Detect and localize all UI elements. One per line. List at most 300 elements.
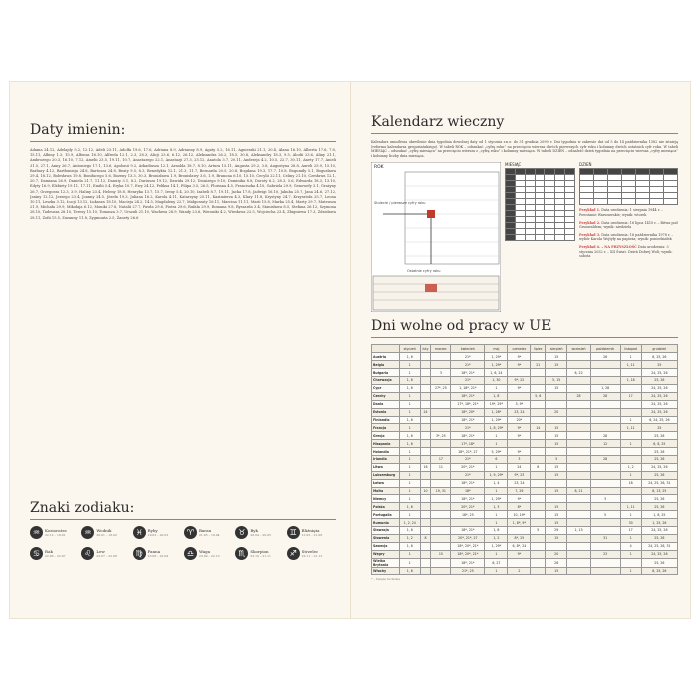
zodiac-dates: 19.02 – 20.03: [147, 533, 169, 537]
ue-holiday-cell: 30: [620, 519, 641, 527]
ue-holiday-cell: 1: [400, 471, 421, 479]
ue-holiday-cell: 18*: [451, 487, 485, 495]
ue-holiday-cell: [431, 526, 451, 534]
ue-holiday-cell: 19, 31: [431, 487, 451, 495]
zodiac-symbol-icon: ♈: [184, 526, 197, 539]
ue-country: Francja: [372, 424, 400, 432]
ue-country: Rumunia: [372, 519, 400, 527]
table-row: [372, 432, 678, 440]
title-rule: [371, 133, 678, 134]
ue-holiday-cell: [431, 377, 451, 385]
ue-month-header: styczeń: [400, 345, 421, 353]
ue-holiday-cell: 1, 29*: [485, 542, 508, 550]
ue-holiday-cell: 18*, 21*: [451, 416, 485, 424]
ue-holiday-cell: 1, 8, 25: [641, 511, 677, 519]
ue-holiday-cell: 1: [620, 534, 641, 542]
ue-holiday-cell: 3: [590, 495, 620, 503]
ue-holiday-cell: [590, 361, 620, 369]
zodiac-grid: [30, 526, 336, 560]
ue-month-header: wrzesień: [567, 345, 590, 353]
calendar-cell: [565, 235, 575, 241]
ue-holiday-cell: [420, 471, 431, 479]
ue-holiday-cell: [420, 503, 431, 511]
ue-holiday-cell: [420, 392, 431, 400]
ue-holiday-cell: 8*, 25: [508, 534, 531, 542]
ue-holiday-cell: 8*: [508, 503, 531, 511]
table-row: [372, 479, 678, 487]
ue-holiday-cell: [431, 558, 451, 567]
ue-holiday-cell: 1, 6: [400, 353, 421, 361]
ue-holiday-cell: [590, 487, 620, 495]
ue-footnote: * – święta ruchome: [371, 577, 401, 582]
ue-holiday-cell: 8: [420, 534, 431, 542]
example-text: Data urodzenia: 16 października 1978 r. – wybór Karola Wojtyły na papieża; wynik: poniedziałek: [579, 232, 674, 242]
ue-holiday-cell: [620, 369, 641, 377]
ue-holiday-cell: [531, 400, 546, 408]
ue-holiday-cell: 1, 6: [400, 384, 421, 392]
ue-holiday-cell: [531, 369, 546, 377]
zodiac-name: Byk: [250, 528, 258, 533]
ue-holiday-cell: [420, 416, 431, 424]
ue-holiday-cell: 1, 6: [400, 440, 421, 448]
ue-holiday-cell: [590, 519, 620, 527]
ue-month-header: maj: [485, 345, 508, 353]
ue-holiday-cell: 9*: [508, 353, 531, 361]
ue-holiday-cell: 1: [620, 353, 641, 361]
ue-holiday-cell: 15: [546, 361, 567, 369]
table-row: [372, 384, 678, 392]
ue-holiday-cell: 18: [620, 479, 641, 487]
ue-holiday-cell: 24: [508, 463, 531, 471]
ue-holiday-cell: 15: [546, 534, 567, 542]
zodiac-symbol-icon: ♐: [287, 547, 300, 560]
ue-holiday-cell: 25, 26: [641, 471, 677, 479]
ue-country: Bułgaria: [372, 369, 400, 377]
zodiac-symbol-icon: ♌: [81, 547, 94, 560]
zodiac-name: Skorpion: [250, 549, 269, 554]
table-row: [372, 463, 678, 471]
ue-holiday-cell: 1, 6: [400, 377, 421, 385]
calendar-cell: [664, 199, 678, 205]
ue-holiday-cell: [567, 448, 590, 456]
table-row: [372, 542, 678, 550]
ue-holiday-cell: 15: [546, 440, 567, 448]
table-row: [372, 448, 678, 456]
ue-holiday-cell: 10: [420, 487, 431, 495]
ue-holiday-cell: 1: [485, 550, 508, 558]
ue-holiday-cell: [531, 377, 546, 385]
ue-holiday-cell: [420, 550, 431, 558]
ue-holiday-cell: 1, 8: [485, 392, 508, 400]
ue-holiday-cell: 1, 25, 26: [641, 519, 677, 527]
zodiac-name: Bliźnięta: [301, 528, 320, 533]
ue-holiday-cell: 17*, 18*: [451, 440, 485, 448]
ue-holiday-cell: [508, 440, 531, 448]
calendar-cell: [536, 235, 546, 241]
calendar-cell: [636, 199, 650, 205]
zodiac-dates: 22.12 – 19.01: [45, 533, 66, 537]
ue-holiday-cell: 9*, 22: [508, 377, 531, 385]
ue-holiday-cell: [531, 479, 546, 487]
zodiac-sign: [235, 547, 284, 560]
ue-holiday-cell: [420, 400, 431, 408]
ue-holiday-cell: 6: [485, 455, 508, 463]
ue-holiday-cell: [508, 369, 531, 377]
ue-holiday-cell: [431, 567, 451, 575]
ue-holiday-cell: [567, 479, 590, 487]
ue-holiday-cell: 1, 6: [400, 542, 421, 550]
ue-holiday-cell: [420, 519, 431, 527]
ue-holiday-cell: 23, 24: [508, 408, 531, 416]
ue-holiday-cell: 23: [590, 550, 620, 558]
ue-holiday-cell: 5, 6: [531, 392, 546, 400]
ue-holiday-cell: [420, 495, 431, 503]
example-title: Przykład 3.: [579, 232, 601, 237]
ue-holiday-cell: 1, 6: [400, 432, 421, 440]
ue-holiday-cell: [420, 448, 431, 456]
ue-holiday-cell: [420, 567, 431, 575]
ue-holiday-cell: 24, 25, 26, 31: [641, 479, 677, 487]
zodiac-sign: [81, 547, 130, 560]
names-title: Daty imienin:: [30, 122, 126, 138]
zodiac-sign: [30, 526, 79, 539]
calendar-cell: [506, 235, 516, 241]
zodiac-sign: [184, 526, 233, 539]
diagram-y-label: Stulecie / pierwsze cyfry roku: [374, 201, 426, 206]
ue-holiday-cell: [620, 455, 641, 463]
example: [579, 221, 678, 230]
ue-holiday-cell: 1, 9, 29*: [485, 471, 508, 479]
zodiac-sign: [235, 526, 284, 539]
ue-holiday-cell: [546, 542, 567, 550]
ue-holiday-cell: [620, 495, 641, 503]
ue-holiday-cell: 15: [546, 432, 567, 440]
ue-holiday-cell: 1: [400, 408, 421, 416]
ue-holiday-cell: [567, 542, 590, 550]
ue-holiday-cell: [531, 550, 546, 558]
ue-country: Czechy: [372, 392, 400, 400]
ue-holiday-cell: 21*: [451, 377, 485, 385]
ue-holiday-cell: 21*: [451, 424, 485, 432]
ue-holiday-cell: [590, 408, 620, 416]
ue-holiday-cell: 17: [431, 455, 451, 463]
table-row: [372, 550, 678, 558]
table-row: [372, 440, 678, 448]
ue-holiday-cell: 1, 15: [567, 526, 590, 534]
ue-holiday-cell: [420, 377, 431, 385]
ue-holiday-cell: [431, 440, 451, 448]
ue-holiday-cell: [531, 558, 546, 567]
ue-holiday-cell: 21*, 25: [451, 567, 485, 575]
ue-holiday-cell: 1, 8*, 9*: [508, 519, 531, 527]
ue-holiday-cell: 25: [641, 424, 677, 432]
ue-holiday-cell: 18*, 20*, 21*: [451, 542, 485, 550]
ue-holiday-cell: 27*, 25: [431, 384, 451, 392]
zodiac-dates: 23.09 – 22.10: [198, 554, 220, 558]
ue-holiday-cell: 1, 18*, 21*: [451, 384, 485, 392]
ue-holiday-cell: [431, 503, 451, 511]
names-text: Adama 24.12, Adelajdy 5.2, 12.12, Adeli 23.11, Adolfa 19.6, 17.6, Adriana 8.9, Adrianny 8.9, Agaty 5.2, 16.11, Agnieszki 21.1, 20.4, Alana 16.10, Alberta 17.6, 7.8, 15.11, Albiny 1.3, 15.9, Alfonsa 16.10, Alfreda 12.1, 2.3, 28.3, Alicji 23.6, 6.12, 26.12, Aleksandra 26.2, 18.5, 30.8, Aleksandry 18.3, 9.5, Alodii 23.6, Aliny 21.1, Ambrożego 20.3, 16.10, 7.12, Amelii 23.5, 19.11, 10.7, Anastazego 22.1, Anastazji 27.3, 25.12, Anatola 3.7, 20.11, Andrzeja 4.2, 10.5, 22.7, 30.11, Anety 17.7, Anieli 31.5, 27.1, Anny 26.7, Antoniego 17.1, 13.6, Apolonii 9.2, Arkadiusza 12.1, Arnolda 18.7, 8.10, Artura 15.11, Augusta 29.2, 3.8, Augustyna 28.8, Aureli 25.9, 15.10, Barbary 4.12, Bartłomieja 24.8, Bartosza 24.8, Beaty 9.5, 8.3, Benedykta 12.1, 21.3, 11.7, Bernarda 20.5, 20.8, Bogdana 19.3, 17.7, 10.8, Bogumiły 5.1, Bogusława 29.4, 18.12, Bolesława 19.8, Bonifacego 5.6, Bożeny 13.3, 30.3, Bronisława 1.9, Bronisławy 3.6, 1.9, Brunona 6.10, 15.10, Cecylii 22.11, Celiny 21.10, Czesława 12.1, 20.7, Damiana 26.9, Daniela 21.7, 11.12, Danuty 3.1, 8.2, Dariusza 19.12, Dawida 29.12, Dionizego 9.10, Dominika 8.8, Doroty 6.2, 28.3, 5.6, Edwarda 18.3, 13.10, Edyty 16.9, Elżbiety 19.11, 17.11, Emilii 5.4, Eryka 10.7, Ewy 24.12, Feliksa 14.1, Filipa 3.5, 26.5, Floriana 4.5, Franciszka 4.10, Gabriela 29.9, Genowefy 3.1, Grażyny 26.7, Grzegorza 12.3, 3.9, Haliny 23.4, Heleny 18.8, Henryka 13.7, 15.7, Ireny 5.4, 20.10, Izabeli 8.7, 19.11, Jacka 17.8, Jadwigi 16.10, Jakuba 25.7, Jana 24.6, 27.12, Janiny 12.12, Jerzego 23.4, Joanny 24.5, Józefa 19.3, Juliana 16.2, Karola 4.11, Katarzyny 25.11, Kazimierza 4.3, Klary 11.8, Krystyny 24.7, Krzysztofa 25.7, Leona 10.11, Leszka 3.12, Łucji 13.12, Łukasza 18.10, Macieja 24.2, 14.5, Magdaleny 22.7, Małgorzaty 16.11, Marcina 11.11, Marii 15.8, Marka 25.4, Marty 29.7, Mateusza 21.9, Michała 29.9, Mikołaja 6.12, Moniki 27.8, Natalii 27.7, Pawła 29.6, Piotra 29.6, Rafała 29.9, Romana 9.8, Ryszarda 3.4, Stanisława 8.5, Stefana 26.12, Szymona 28.10, Tadeusza 28.10, Teresy 15.10, Tomasza 3.7, Urszuli 21.10, Wacława 28.9, Wandy 23.6, Weroniki 4.2, Wiesława 22.5, Wojciecha 23.4, Zbigniewa 17.3, Zdzisława 28.11, Zofii 15.5, Zuzanny 11.8, Zygmunta 2.5, Żanety 26.6: [30, 148, 336, 220]
ue-holiday-cell: [420, 558, 431, 567]
ue-holiday-cell: 15: [546, 471, 567, 479]
ue-holiday-cell: [531, 471, 546, 479]
table-row: [372, 400, 678, 408]
table-row: [372, 534, 678, 542]
table-row: [372, 392, 678, 400]
calendar-cell: [555, 235, 565, 241]
ue-holiday-cell: [620, 487, 641, 495]
ue-holiday-cell: 26: [546, 558, 567, 567]
ue-holiday-cell: 4: [620, 542, 641, 550]
zodiac-sign: [133, 547, 182, 560]
ue-holiday-cell: [531, 408, 546, 416]
ue-country: Luksemburg: [372, 471, 400, 479]
ue-holiday-cell: 24, 25, 26: [641, 400, 677, 408]
ue-holiday-cell: 17*, 18*, 21*: [451, 400, 485, 408]
ue-holiday-cell: [420, 440, 431, 448]
ue-holiday-cell: [590, 471, 620, 479]
ue-holiday-cell: [590, 377, 620, 385]
ue-holiday-cell: 25, 26: [641, 495, 677, 503]
ue-holiday-cell: 21*: [451, 471, 485, 479]
ue-country: Słowenia: [372, 534, 400, 542]
ue-holiday-cell: [567, 440, 590, 448]
ue-holiday-cell: [546, 416, 567, 424]
ue-holiday-cell: [420, 353, 431, 361]
zodiac-dates: 23.10 – 21.11: [250, 554, 271, 558]
ue-holiday-cell: 1, 29*: [485, 361, 508, 369]
ue-holiday-cell: [567, 463, 590, 471]
ue-holiday-cell: 1, 8: [485, 526, 508, 534]
ue-holiday-cell: 1, 8, 29*: [485, 424, 508, 432]
ue-holiday-cell: 15: [546, 487, 567, 495]
ue-holiday-cell: [420, 424, 431, 432]
planner-spread: [10, 82, 690, 618]
ue-holiday-cell: 1: [620, 567, 641, 575]
ue-holiday-cell: 1, 6: [400, 503, 421, 511]
ue-holiday-cell: [420, 384, 431, 392]
calendar-cell: [622, 199, 636, 205]
ue-holiday-cell: 15: [546, 511, 567, 519]
ue-holiday-cell: 9*: [508, 432, 531, 440]
ue-holiday-cell: 15: [546, 384, 567, 392]
ue-holiday-cell: 24, 25, 26: [641, 408, 677, 416]
month-grid: [505, 168, 575, 241]
zodiac-name: Panna: [147, 549, 161, 554]
table-row: [372, 526, 678, 534]
ue-holiday-cell: 12: [590, 440, 620, 448]
table-row: [372, 511, 678, 519]
ue-country: Szwecja: [372, 542, 400, 550]
ue-holiday-cell: 1: [400, 455, 421, 463]
ue-holiday-cell: 1: [400, 400, 421, 408]
ue-holiday-cell: 25, 26: [641, 534, 677, 542]
ue-holiday-cell: 24, 25, 26: [641, 550, 677, 558]
ue-holiday-cell: 1, 6: [400, 567, 421, 575]
table-row: [372, 369, 678, 377]
ue-holiday-cell: [590, 542, 620, 550]
calendar-cell: [545, 235, 555, 241]
ue-holiday-cell: 7, 29: [508, 487, 531, 495]
ue-holiday-cell: 23, 24: [508, 479, 531, 487]
ue-holiday-cell: [431, 353, 451, 361]
ue-holiday-cell: 14: [531, 424, 546, 432]
ue-holiday-cell: 24, 25, 26: [641, 392, 677, 400]
ue-holiday-cell: 15: [546, 353, 567, 361]
ue-holiday-cell: 17: [620, 392, 641, 400]
ue-holiday-cell: 8, 13, 25: [641, 487, 677, 495]
ue-holiday-cell: 25, 26: [641, 503, 677, 511]
ue-holiday-cell: [567, 550, 590, 558]
zodiac-dates: 22.11 – 21.12: [301, 554, 323, 558]
example: [579, 245, 678, 259]
calendar-cell: [580, 199, 594, 205]
ue-holiday-cell: 21*: [451, 455, 485, 463]
ue-holiday-cell: [567, 558, 590, 567]
ue-holiday-cell: [590, 567, 620, 575]
zodiac-sign: [81, 526, 130, 539]
ue-country: Malta: [372, 487, 400, 495]
ue-holiday-cell: [531, 534, 546, 542]
ue-holiday-cell: 20*, 21*: [451, 463, 485, 471]
ue-holiday-cell: 1: [400, 463, 421, 471]
ue-holiday-cell: 1, 11: [620, 503, 641, 511]
ue-holiday-cell: [531, 495, 546, 503]
ue-holiday-cell: [620, 558, 641, 567]
ue-holiday-cell: 18*, 21*, 27: [451, 448, 485, 456]
ue-holiday-cell: 24, 25, 26: [641, 463, 677, 471]
diagram-rok-label: ROK: [374, 165, 384, 171]
ue-holiday-cell: [431, 400, 451, 408]
example-text: Data urodzenia: 1 sierpnia 1944 r. – Powstanie Warszawskie; wynik: wtorek: [579, 208, 663, 217]
ue-holiday-cell: [420, 361, 431, 369]
ue-holiday-cell: 28: [590, 432, 620, 440]
ue-holiday-cell: [590, 503, 620, 511]
ue-holiday-cell: 1, 6, 24: [485, 369, 508, 377]
calendar-cell: [516, 235, 526, 241]
ue-holiday-cell: 6, 24, 25, 26: [641, 416, 677, 424]
example-title: Przykład 1.: [579, 208, 601, 213]
ue-holiday-cell: 18*, 25: [451, 511, 485, 519]
ue-country: Dania: [372, 400, 400, 408]
ue-holiday-cell: [567, 432, 590, 440]
ue-holiday-cell: 28: [590, 392, 620, 400]
ue-holiday-cell: 9*: [508, 361, 531, 369]
zodiac-name: Ryby: [147, 528, 158, 533]
ue-country: Irlandia: [372, 455, 400, 463]
ue-holiday-cell: [531, 384, 546, 392]
ue-holiday-cell: 24, 25, 26, 31: [641, 542, 677, 550]
ue-holiday-cell: [590, 463, 620, 471]
ue-country: Wielka Brytania: [372, 558, 400, 567]
zodiac-name: Wodnik: [96, 528, 112, 533]
table-row: [372, 377, 678, 385]
table-row: [372, 408, 678, 416]
ue-country: Portugalia: [372, 511, 400, 519]
ue-holiday-cell: [546, 392, 567, 400]
ue-holiday-cell: [567, 495, 590, 503]
ue-holiday-cell: 1, 29*: [485, 353, 508, 361]
ue-holiday-cell: 21*: [451, 353, 485, 361]
ue-holiday-cell: 1: [620, 416, 641, 424]
ue-holiday-cell: [431, 511, 451, 519]
ue-holiday-cell: 1: [485, 487, 508, 495]
zodiac-sign: [30, 547, 79, 560]
ue-holiday-cell: 25: [641, 361, 677, 369]
ue-holiday-cell: [531, 519, 546, 527]
ue-holiday-cell: 9*: [508, 495, 531, 503]
ue-holiday-cell: 20*, 21*: [451, 503, 485, 511]
ue-holiday-cell: 1, 6: [400, 416, 421, 424]
zodiac-title: Znaki zodiaku:: [30, 500, 135, 516]
ue-holiday-cell: 15: [546, 567, 567, 575]
zodiac-symbol-icon: ♋: [30, 547, 43, 560]
zodiac-name: Koziorożec: [45, 528, 68, 533]
ue-holiday-cell: 20*, 21*, 27: [451, 534, 485, 542]
ue-holiday-cell: 3*, 25: [431, 432, 451, 440]
ue-month-header: sierpień: [546, 345, 567, 353]
ue-holiday-cell: [567, 400, 590, 408]
zodiac-name: Baran: [198, 528, 212, 533]
ue-holiday-cell: [431, 408, 451, 416]
ue-holiday-cell: 1: [400, 511, 421, 519]
ue-holiday-cell: 1, 28*: [485, 408, 508, 416]
ue-holiday-cell: 25, 26: [641, 432, 677, 440]
ue-holiday-cell: 3: [508, 455, 531, 463]
ue-holiday-cell: 1: [620, 471, 641, 479]
ue-holiday-cell: 1: [620, 440, 641, 448]
ue-holiday-cell: 3: [431, 369, 451, 377]
ue-holiday-cell: 9*: [508, 550, 531, 558]
ue-holiday-cell: [590, 424, 620, 432]
ue-holiday-cell: 6, 8*, 24: [508, 542, 531, 550]
zodiac-sign: [133, 526, 182, 539]
table-row: [372, 495, 678, 503]
ue-holiday-cell: 24, 25, 26: [641, 369, 677, 377]
ue-holiday-cell: [546, 479, 567, 487]
ue-holiday-cell: [531, 511, 546, 519]
ue-holiday-cell: 1: [485, 432, 508, 440]
zodiac-dates: 20.01 – 18.02: [96, 533, 117, 537]
ue-holiday-cell: 18*, 20*, 21*: [451, 550, 485, 558]
day-table-title: DZIEŃ: [579, 162, 592, 168]
ue-country: Belgia: [372, 361, 400, 369]
ue-country: Słowacja: [372, 526, 400, 534]
ue-holiday-cell: 28: [567, 392, 590, 400]
zodiac-name: Rak: [45, 549, 53, 554]
ue-month-header: marzec: [431, 345, 451, 353]
ue-holiday-cell: 1, 2: [400, 534, 421, 542]
ue-holiday-cell: 1: [485, 384, 508, 392]
zodiac-dates: 20.04 – 20.05: [250, 533, 271, 537]
ue-holiday-cell: 1, 18: [620, 377, 641, 385]
calendar-intro: Kalendarz umożliwia określenie dnia tygodnia dowolnej daty od 1 stycznia r.n.e. do 31 grudnia 2099 r. Dni tygodnia w zakresie dat od 5 do 14 października 1582 nie istnieją (reforma kalendarza gregoriańskiego). W tabeli ROK – odszukać „cyfrę roku” na przecięciu wiersza dwóch pierwszych cyfr roku i kolumny dwóch ostatnich cyfr roku. W tabeli MIESIĄC – odszukać „cyfrę miesiąca” na przecięciu wiersza z „cyfrą roku” i kolumny miesiąca. W tabeli DZIEŃ – odnaleźć dzień tygodnia na przecięciu wiersza „cyfry miesiąca” i kolumny liczby dnia miesiąca.: [371, 140, 678, 158]
ue-holiday-cell: 1: [400, 361, 421, 369]
table-row: [372, 416, 678, 424]
ue-holiday-cell: [567, 353, 590, 361]
ue-holiday-cell: 1, 2: [620, 463, 641, 471]
ue-country: Grecja: [372, 432, 400, 440]
table-row: [372, 353, 678, 361]
ue-holiday-cell: [567, 416, 590, 424]
ue-holiday-cell: 29: [546, 526, 567, 534]
ue-holiday-cell: 15: [546, 463, 567, 471]
ue-holiday-cell: [420, 542, 431, 550]
ue-country: Węgry: [372, 550, 400, 558]
ue-holiday-cell: 8, 25, 26: [641, 353, 677, 361]
ue-holiday-cell: [431, 416, 451, 424]
ue-holiday-cell: 18*, 21*: [451, 558, 485, 567]
